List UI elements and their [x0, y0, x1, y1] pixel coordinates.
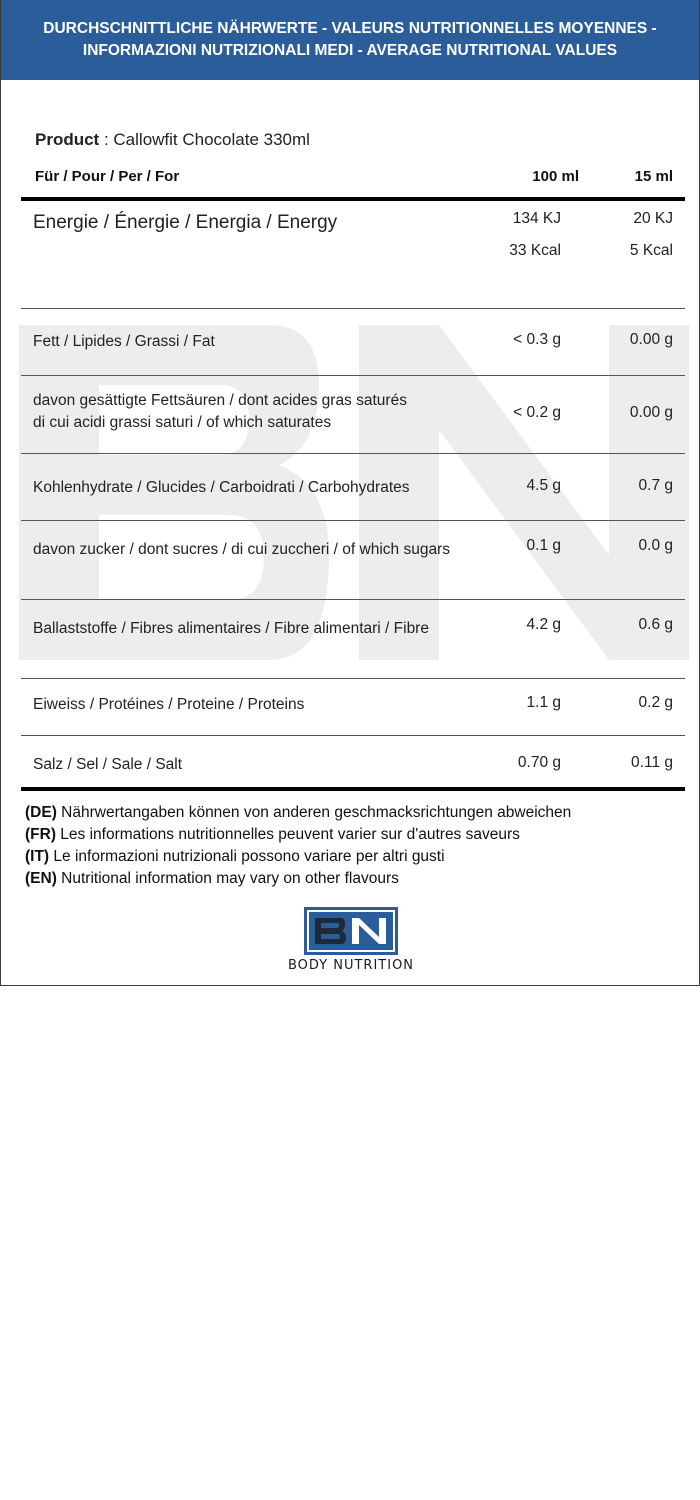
- row-divider: [21, 678, 685, 679]
- fibre-15ml: 0.6 g: [638, 616, 673, 633]
- column-header-100ml: 100 ml: [532, 168, 579, 185]
- row-divider: [21, 599, 685, 600]
- header-line-1: DURCHSCHNITTLICHE NÄHRWERTE - VALEURS NUTRITIONNELLES MOYENNES -: [43, 20, 657, 37]
- row-divider: [21, 520, 685, 521]
- row-label-sugars: davon zucker / dont sucres / di cui zuccheri / of which sugars: [33, 541, 450, 558]
- carbohydrates-100ml: 4.5 g: [526, 477, 561, 494]
- proteins-100ml: 1.1 g: [526, 694, 561, 711]
- row-divider: [21, 453, 685, 454]
- salt-100ml: 0.70 g: [517, 754, 561, 771]
- fat-100ml: < 0.3 g: [513, 331, 561, 348]
- row-divider: [21, 735, 685, 736]
- column-header-label: Für / Pour / Per / For: [35, 168, 180, 185]
- salt-15ml: 0.11 g: [631, 754, 673, 771]
- row-label-fibre: Ballaststoffe / Fibres alimentaires / Fibre alimentari / Fibre: [33, 620, 429, 637]
- energy-100ml-kj: 134 KJ: [512, 210, 561, 227]
- header-banner: [1, 0, 699, 80]
- sugars-100ml: 0.1 g: [526, 537, 561, 554]
- row-label-saturates: [33, 390, 493, 434]
- sugars-15ml: 0.0 g: [638, 537, 673, 554]
- logo-wordmark: BODY NUTRITION: [287, 958, 415, 973]
- product-label: Product: [35, 130, 100, 149]
- saturates-15ml: 0.00 g: [629, 404, 673, 421]
- note-fr: (FR) Les informations nutritionnelles peuvent varier sur d'autres saveurs: [25, 826, 520, 843]
- header-line-2: INFORMAZIONI NUTRIZIONALI MEDI - AVERAGE NUTRITIONAL VALUES: [82, 42, 618, 59]
- energy-15ml-kj: 20 KJ: [633, 210, 673, 227]
- fibre-100ml: 4.2 g: [526, 616, 561, 633]
- row-label-salt: Salz / Sel / Sale / Salt: [33, 756, 183, 773]
- saturates-100ml: < 0.2 g: [513, 404, 561, 421]
- note-it: (IT) Le informazioni nutrizionali possono variare per altri gusti: [25, 848, 445, 865]
- proteins-15ml: 0.2 g: [638, 694, 673, 711]
- row-label-proteins: Eiweiss / Protéines / Proteine / Proteins: [33, 696, 305, 713]
- saturates-label-line-2: di cui acidi grassi saturi / of which saturates: [33, 414, 332, 431]
- product-line: [35, 130, 310, 150]
- row-label-energy: Energie / Énergie / Energia / Energy: [33, 212, 338, 233]
- row-label-fat: Fett / Lipides / Grassi / Fat: [33, 333, 215, 350]
- bn-logo-icon: [241, 905, 461, 975]
- note-de: (DE) Nährwertangaben können von anderen geschmacksrichtungen abweichen: [25, 804, 572, 821]
- carbohydrates-15ml: 0.7 g: [638, 477, 673, 494]
- energy-15ml-kcal: 5 Kcal: [629, 242, 673, 259]
- row-divider: [21, 375, 685, 376]
- table-bottom-rule: [21, 787, 685, 791]
- saturates-label-line-1: davon gesättigte Fettsäuren / dont acides gras saturés: [33, 392, 407, 409]
- column-header-15ml: 15 ml: [634, 168, 673, 185]
- flavour-notes: [25, 802, 571, 890]
- product-separator: :: [99, 130, 114, 149]
- row-divider: [21, 308, 685, 309]
- energy-100ml-kcal: 33 Kcal: [509, 242, 561, 259]
- table-top-rule: [21, 197, 685, 201]
- fat-15ml: 0.00 g: [629, 331, 673, 348]
- product-name: Callowfit Chocolate 330ml: [113, 130, 310, 149]
- note-en: (EN) Nutritional information may vary on other flavours: [25, 870, 399, 887]
- row-label-carbohydrates: Kohlenhydrate / Glucides / Carboidrati / Carbohydrates: [33, 479, 410, 496]
